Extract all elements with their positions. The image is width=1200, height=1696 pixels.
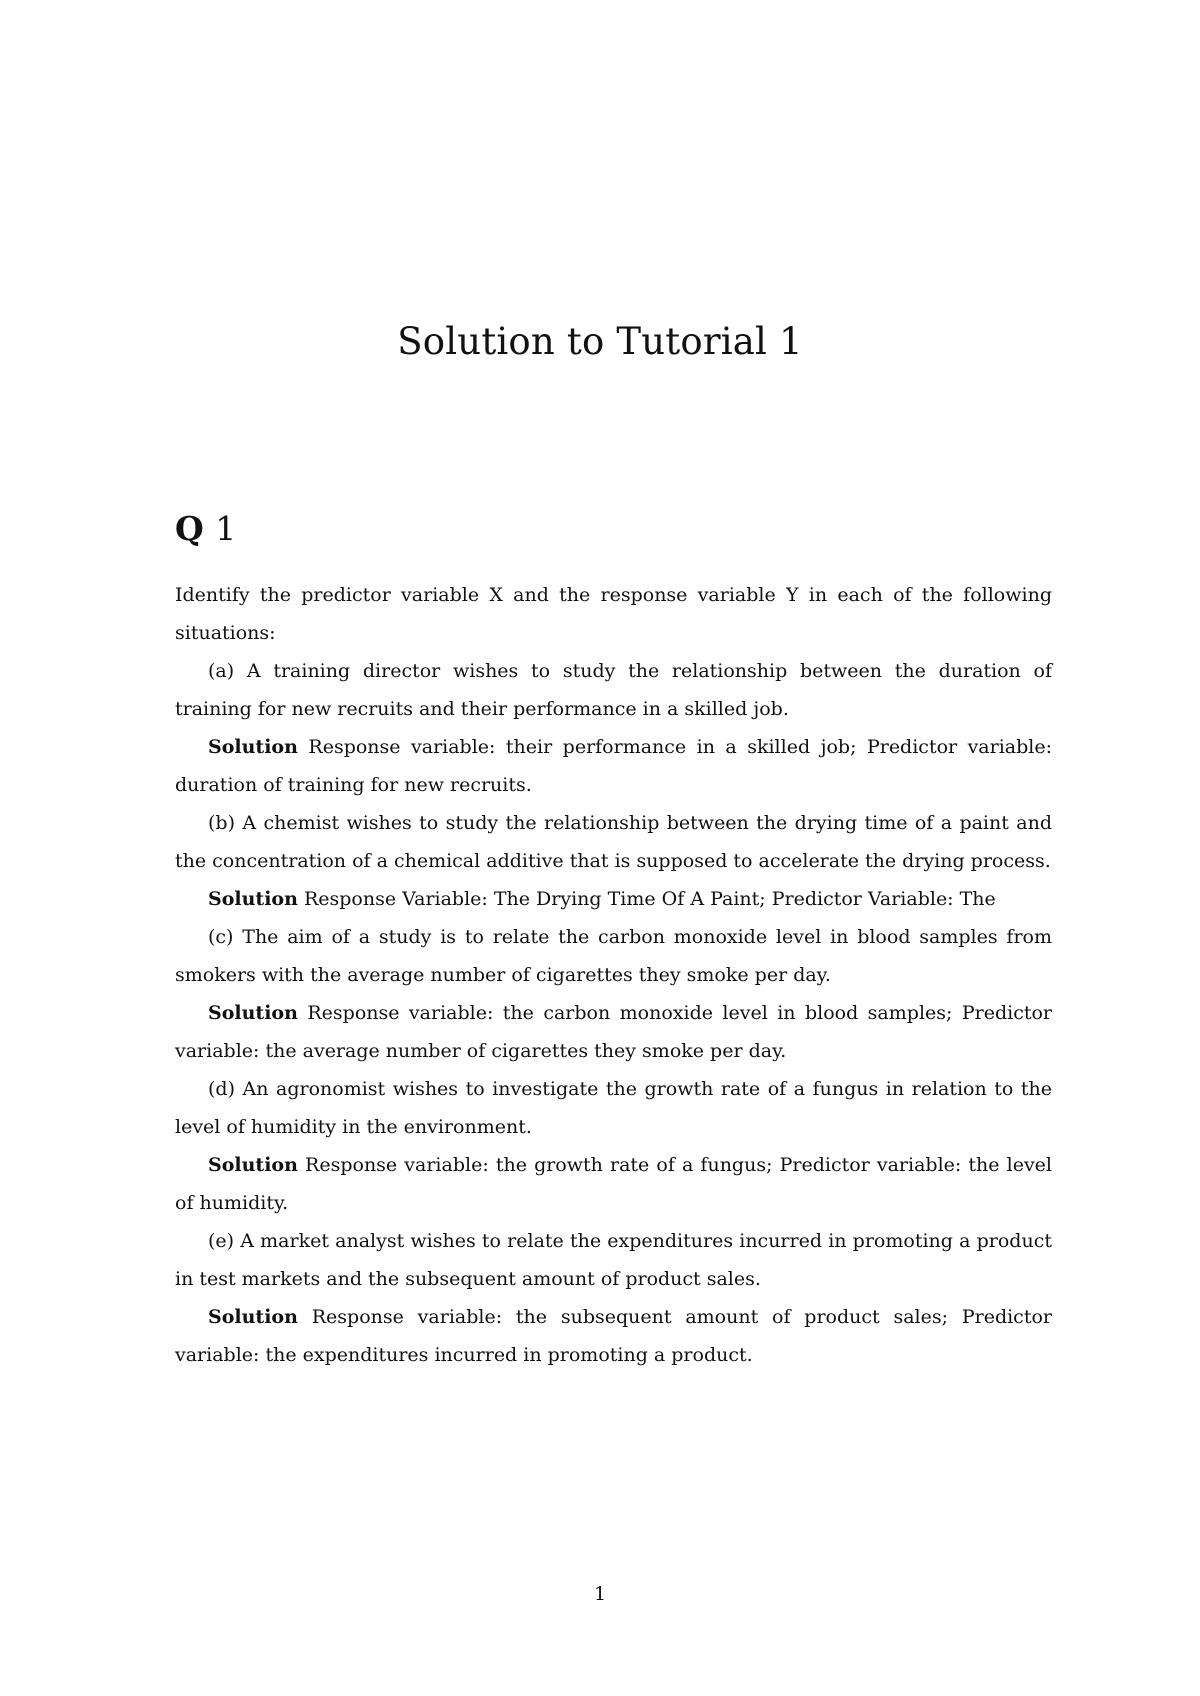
- question-a: (a) A training director wishes to study the relationship between the duration of training for new recruits and their performance in a skilled job.: [175, 660, 1052, 720]
- document-title: Solution to Tutorial 1: [397, 319, 803, 363]
- solution-label: Solution: [208, 1306, 298, 1328]
- question-d: (d) An agronomist wishes to investigate the growth rate of a fungus in relation to the level of humidity in the environment.: [175, 1078, 1052, 1138]
- solution-label: Solution: [208, 888, 298, 910]
- solution-text: Response variable: the carbon monoxide level in blood samples; Predictor variable: the average number of cigarettes they smoke per day.: [175, 1002, 1052, 1062]
- solution-text: Response variable: their performance in a skilled job; Predictor variable: duration of training for new recruits.: [175, 736, 1052, 796]
- document-body: [175, 509, 1053, 1374]
- solution-text: Response Variable: The Drying Time Of A Paint; Predictor Variable: The: [303, 888, 996, 910]
- question-b: (b) A chemist wishes to study the relationship between the drying time of a paint and the concentration of a chemical additive that is supposed to accelerate the drying process.: [175, 812, 1052, 872]
- section-heading-number: 1: [215, 509, 237, 548]
- solution-c: [175, 994, 1052, 1070]
- solution-d: [175, 1146, 1052, 1222]
- page-number: 1: [593, 1583, 607, 1605]
- solution-text: Response variable: the growth rate of a fungus; Predictor variable: the level of humidity.: [175, 1154, 1053, 1214]
- section-heading-letter: Q: [175, 509, 204, 548]
- solution-label: Solution: [208, 736, 298, 758]
- solution-label: Solution: [208, 1002, 298, 1024]
- solution-b: [175, 880, 1052, 918]
- solution-label: Solution: [208, 1154, 298, 1176]
- question-e: (e) A market analyst wishes to relate the expenditures incurred in promoting a product in test markets and the subsequent amount of product sales.: [175, 1230, 1052, 1290]
- question-c: (c) The aim of a study is to relate the carbon monoxide level in blood samples from smokers with the average number of cigarettes they smoke per day.: [175, 926, 1052, 986]
- solution-a: [175, 728, 1052, 804]
- solution-e: [175, 1298, 1052, 1374]
- section-heading-q1: [175, 509, 1052, 548]
- section-intro: Identify the predictor variable X and the response variable Y in each of the following situations:: [175, 584, 1052, 644]
- solution-text: Response variable: the subsequent amount of product sales; Predictor variable: the expenditures incurred in promoting a product.: [175, 1306, 1052, 1366]
